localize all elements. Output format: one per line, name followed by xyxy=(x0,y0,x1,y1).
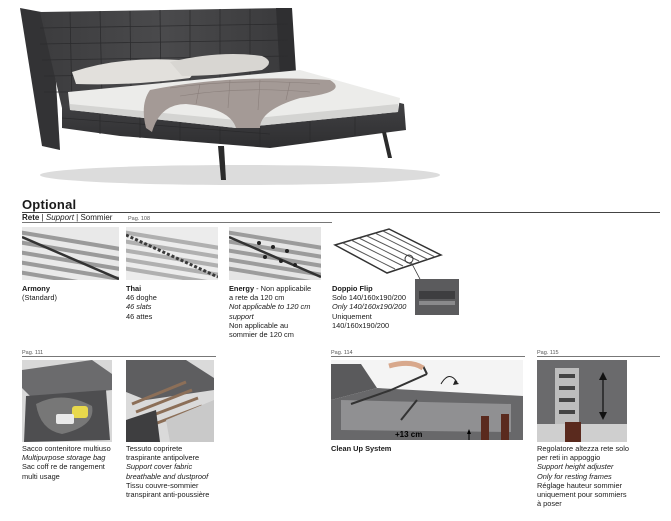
clean-up-description xyxy=(331,444,451,453)
row-divider xyxy=(22,222,332,223)
cover-fabric-line-2: traspirante antipolvere xyxy=(126,453,200,463)
cover-fabric-line-4: breathable and dustproof xyxy=(126,471,209,481)
clean-up-system-image xyxy=(331,360,523,440)
doppio-flip-name: Doppio Flip xyxy=(332,284,373,293)
page-ref-115: Pag. 115 xyxy=(537,350,559,356)
doppio-flip-description xyxy=(332,284,442,330)
energy-line-3: support xyxy=(229,311,254,321)
height-adjuster-line-3: Support height adjuster xyxy=(537,462,614,472)
cover-fabric-image xyxy=(126,360,214,442)
cover-fabric-description xyxy=(126,444,236,499)
page-ref-114: Pag. 114 xyxy=(331,350,353,356)
row-divider-114 xyxy=(331,356,525,357)
energy-line-2: Not applicable to 120 cm xyxy=(229,302,311,312)
bed-hero-image xyxy=(0,0,671,190)
armony-line-1: (Standard) xyxy=(22,293,57,303)
storage-bag-line-3: Sac coff re de rangement xyxy=(22,462,105,472)
storage-bag-line-1: Sacco contenitore multiuso xyxy=(22,444,111,453)
doppio-flip-line-4: 140/160x190/200 xyxy=(332,320,390,330)
page-ref-111: Pag. 111 xyxy=(22,350,44,356)
thai-name: Thai xyxy=(126,284,142,293)
height-adjuster-line-1: Regolatore altezza rete solo xyxy=(537,444,630,453)
page-ref-108: Pag. 108 xyxy=(128,216,151,222)
tab-rete: Rete xyxy=(22,213,40,222)
energy-line-1: a rete da 120 cm xyxy=(229,293,285,303)
thai-description xyxy=(126,284,226,321)
clean-up-name: Clean Up System xyxy=(331,444,392,453)
row-divider-111 xyxy=(22,356,216,357)
row-divider-115 xyxy=(537,356,660,357)
height-adjuster-line-2: per reti in appoggio xyxy=(537,453,601,463)
armony-name: Armony xyxy=(22,284,50,293)
thai-line-2: 46 slats xyxy=(126,302,152,312)
doppio-flip-line-2: Only 140/160x190/200 xyxy=(332,302,407,312)
height-adjuster-line-4: Only for resting frames xyxy=(537,471,612,481)
armony-slats-image xyxy=(22,227,119,280)
armony-description xyxy=(22,284,122,302)
thai-line-1: 46 doghe xyxy=(126,293,157,303)
storage-bag-image xyxy=(22,360,112,442)
energy-suffix: - Non applicabile xyxy=(254,284,312,293)
cover-fabric-line-1: Tessuto coprirete xyxy=(126,444,183,453)
doppio-flip-line-1: Solo 140/160x190/200 xyxy=(332,293,406,303)
height-adjuster-image xyxy=(537,360,627,442)
doppio-flip-line-3: Uniquement xyxy=(332,311,372,321)
energy-description xyxy=(229,284,329,339)
support-tabs: Rete | Support | Sommier xyxy=(22,213,113,222)
section-divider xyxy=(22,212,660,213)
cover-fabric-line-6: transpirant anti-poussière xyxy=(126,490,210,500)
height-adjuster-line-6: uniquement pour sommiers xyxy=(537,490,627,500)
tab-sommier: Sommier xyxy=(80,213,113,222)
thai-slats-image xyxy=(126,227,218,280)
cover-fabric-line-5: Tissu couvre-sommier xyxy=(126,480,199,490)
height-adjuster-description xyxy=(537,444,661,508)
energy-name: Energy xyxy=(229,284,255,293)
tab-support: Support xyxy=(45,213,74,222)
energy-line-4: Non applicable au xyxy=(229,320,289,330)
cover-fabric-line-3: Support cover fabric xyxy=(126,462,193,472)
height-adjuster-line-5: Réglage hauteur sommier xyxy=(537,480,623,490)
storage-bag-description xyxy=(22,444,126,481)
storage-bag-line-2: Multipurpose storage bag xyxy=(22,453,106,463)
storage-bag-line-4: multi usage xyxy=(22,471,60,481)
energy-slats-image xyxy=(229,227,321,280)
energy-line-5: sommier de 120 cm xyxy=(229,330,294,340)
height-adjuster-line-7: à poser xyxy=(537,499,562,509)
section-title: Optional xyxy=(22,197,77,212)
thai-line-3: 46 attes xyxy=(126,311,153,321)
clean-up-height-label: +13 cm xyxy=(395,430,423,439)
